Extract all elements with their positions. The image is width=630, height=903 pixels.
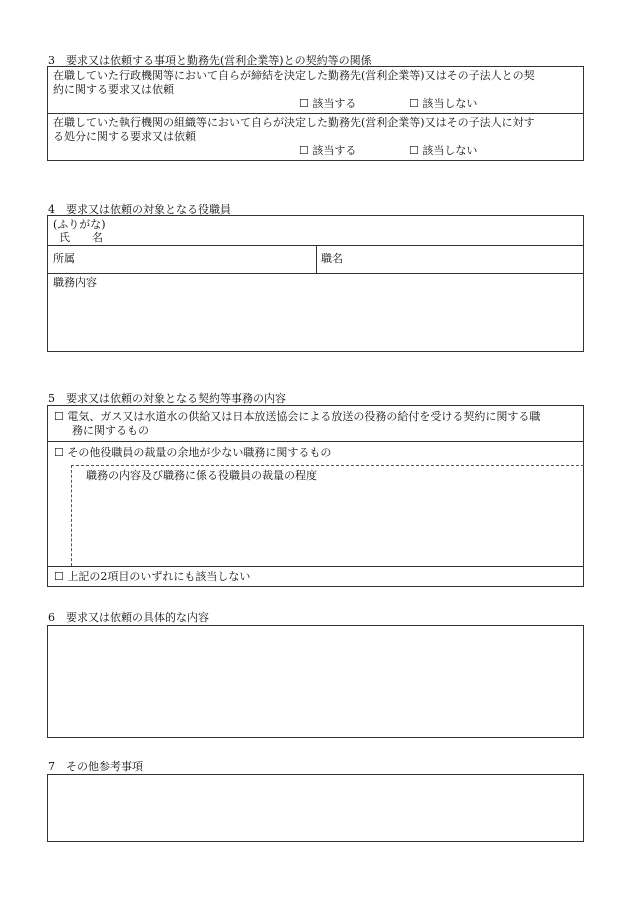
section-7-heading: 7 その他参考事項 [48,760,143,773]
s5-item1-option[interactable] [54,410,540,424]
s5-item1-line1: 電気、ガス又は水道水の供給又は日本放送協会による放送の役務の給付を受ける契約に関する職 [67,410,541,423]
s3-q2-no-option[interactable] [409,144,477,158]
divider [48,441,583,442]
s3-q2-no-label: 該当しない [422,144,478,157]
s3-q1-no-label: 該当しない [422,97,478,110]
s3-q1-yes-option[interactable] [299,97,356,111]
s5-item2-option[interactable] [54,446,331,460]
affiliation-field[interactable] [88,247,313,271]
section-7-field[interactable] [47,774,584,842]
checkbox-icon[interactable]: ☐ [54,410,64,423]
divider [48,113,583,114]
checkbox-icon[interactable]: ☐ [54,570,64,583]
s5-item2-sub-label: 職務の内容及び職務に係る役職員の裁量の程度 [86,469,317,482]
section-4-heading: 4 要求又は依頼の対象となる役職員 [48,203,231,216]
s5-item2-label: その他役職員の裁量の余地が少ない職務に関するもの [67,446,332,459]
name-label: 氏 名 [59,231,103,244]
section-3-heading: 3 要求又は依頼する事項と勤務先(営利企業等)との契約等の関係 [48,54,372,67]
position-field[interactable] [348,247,578,271]
s3-q1-yes-label: 該当する [312,97,357,110]
checkbox-icon[interactable]: ☐ [409,144,419,157]
s5-item3-option[interactable] [54,570,250,584]
s3-q2-line2: る処分に関する要求又は依頼 [53,130,196,143]
position-label: 職名 [321,252,343,265]
s3-q2-line1: 在職していた執行機関の組織等において自らが決定した勤務先(営利企業等)又はその子法人に対す [53,116,535,129]
section-6-field[interactable] [47,625,584,738]
duties-field[interactable] [53,292,578,347]
divider [316,245,317,273]
checkbox-icon[interactable]: ☐ [409,97,419,110]
section-4-table [47,215,584,352]
section-5-table [47,405,584,587]
s3-q1-no-option[interactable] [409,97,477,111]
s3-q1-line1: 在職していた行政機関等において自らが締結を決定した勤務先(営利企業等)又はその子法人との契 [53,69,535,82]
checkbox-icon[interactable]: ☐ [54,446,64,459]
divider [48,566,583,567]
s5-item1-line2: 務に関するもの [72,424,149,437]
s3-q1-line2: 約に関する要求又は依頼 [53,83,174,96]
checkbox-icon[interactable]: ☐ [299,144,309,157]
duties-label: 職務内容 [53,276,97,289]
checkbox-icon[interactable]: ☐ [299,97,309,110]
s3-q2-yes-option[interactable] [299,144,356,158]
s5-item2-detail-box[interactable] [71,465,584,566]
furigana-label: (ふりがな) [53,218,106,231]
s3-q2-yes-label: 該当する [312,144,357,157]
name-field[interactable] [108,218,578,244]
divider [48,273,583,274]
section-5-heading: 5 要求又は依頼の対象となる契約等事務の内容 [48,392,286,405]
affiliation-label: 所属 [53,252,75,265]
section-3-table [47,66,584,161]
s5-item3-label: 上記の2項目のいずれにも該当しない [67,570,251,583]
section-6-heading: 6 要求又は依頼の具体的な内容 [48,611,209,624]
